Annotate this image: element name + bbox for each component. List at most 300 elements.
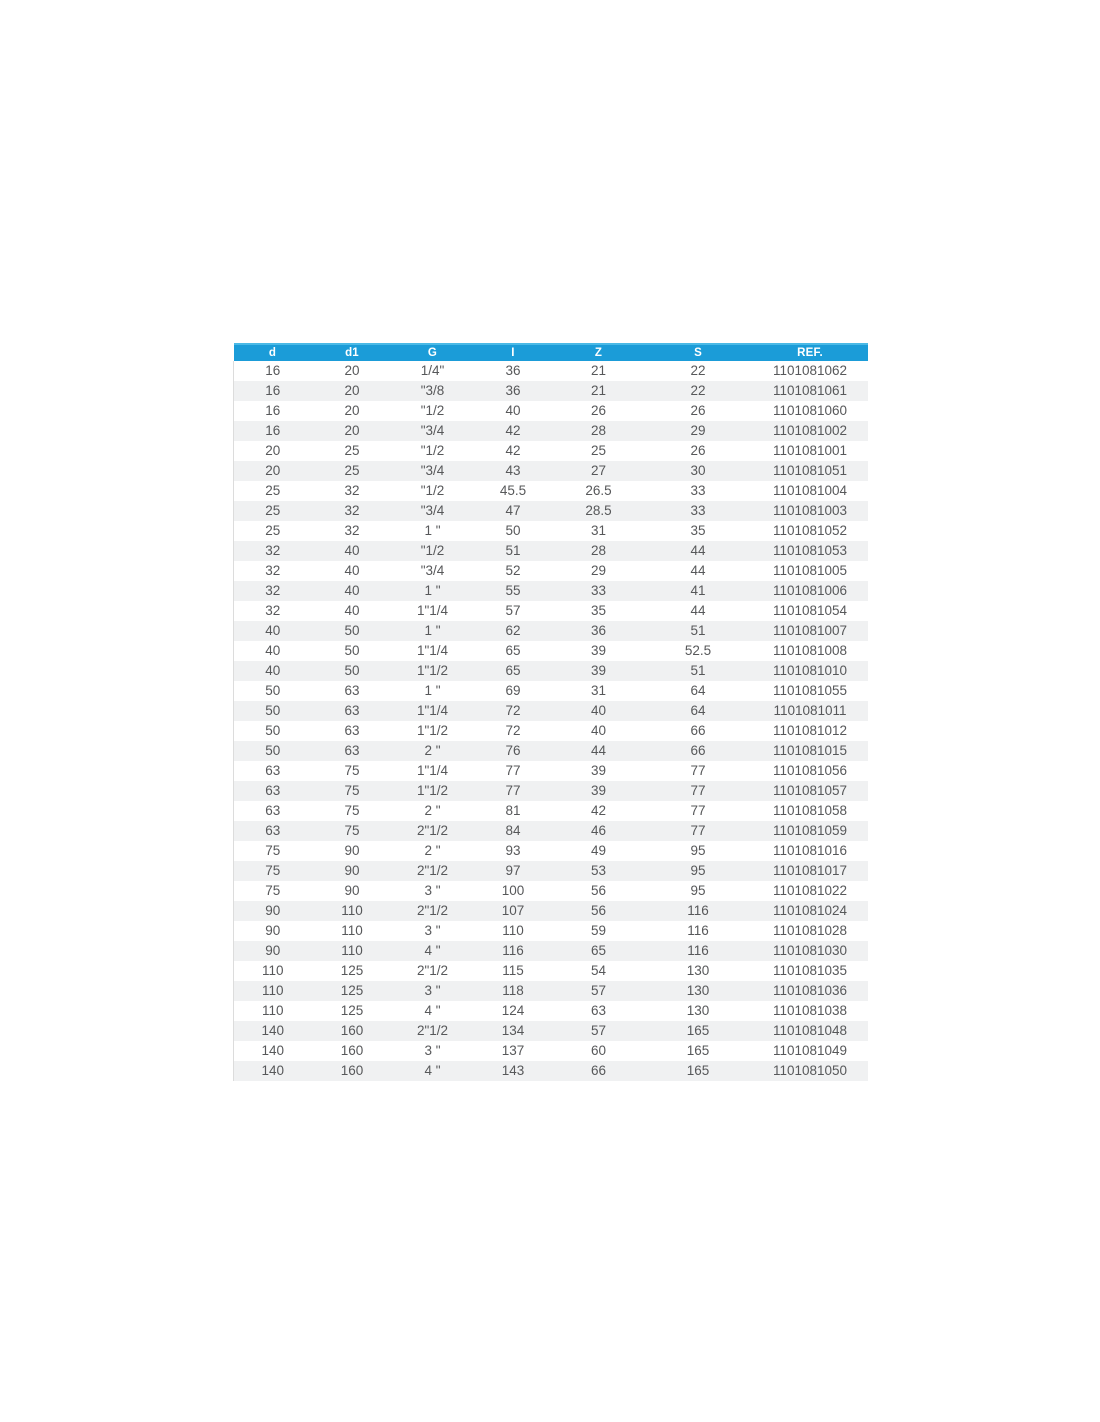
cell-ref: 1101081005	[772, 563, 848, 578]
cell-g: 2 "	[424, 743, 441, 758]
table-row	[234, 961, 868, 981]
table-row	[234, 741, 868, 761]
cell-d: 90	[234, 921, 312, 941]
cell-s: 22	[690, 383, 706, 398]
cell-g: 2"1/2	[416, 963, 449, 978]
table-row	[234, 921, 868, 941]
cell-z: 57	[590, 1023, 607, 1038]
cell-z: 60	[590, 1043, 607, 1058]
cell-d1: 20	[344, 423, 360, 438]
cell-g: 3 "	[424, 923, 441, 938]
table-row	[234, 521, 868, 541]
cell-g: 1"1/4	[416, 703, 449, 718]
cell-z: 63	[590, 1003, 607, 1018]
cell-d1: 20	[344, 403, 360, 418]
cell-s: 95	[690, 883, 706, 898]
cell-ref: 1101081022	[772, 883, 848, 898]
cell-ref: 1101081017	[772, 863, 848, 878]
cell-g: "3/4	[420, 563, 445, 578]
cell-ref: 1101081038	[772, 1003, 848, 1018]
cell-ref: 1101081057	[772, 783, 848, 798]
cell-i: 84	[505, 823, 521, 838]
cell-i: 116	[502, 943, 524, 958]
spec-table-container	[233, 343, 867, 1081]
cell-z: 21	[590, 363, 607, 378]
cell-i: 81	[505, 803, 521, 818]
cell-i: 42	[505, 423, 521, 438]
cell-s: 51	[690, 663, 706, 678]
table-row	[234, 541, 868, 561]
cell-s: 44	[690, 543, 706, 558]
cell-s: 77	[690, 783, 706, 798]
cell-z: 25	[590, 443, 607, 458]
cell-d: 140	[234, 1021, 312, 1041]
cell-i: 47	[505, 503, 521, 518]
cell-d: 50	[234, 741, 312, 761]
cell-d1: 110	[341, 943, 363, 958]
cell-d: 25	[234, 481, 312, 501]
table-row	[234, 801, 868, 821]
cell-s: 51	[690, 623, 706, 638]
cell-g: 1"1/2	[416, 783, 449, 798]
cell-ref: 1101081054	[772, 603, 848, 618]
cell-s: 33	[690, 483, 706, 498]
cell-z: 21	[590, 383, 607, 398]
cell-d: 20	[234, 461, 312, 481]
table-row	[234, 501, 868, 521]
cell-d1: 63	[344, 683, 360, 698]
cell-s: 44	[690, 603, 706, 618]
cell-z: 42	[590, 803, 607, 818]
cell-d1: 90	[344, 843, 360, 858]
cell-s: 41	[690, 583, 706, 598]
cell-d: 75	[234, 881, 312, 901]
cell-g: "3/4	[420, 503, 445, 518]
cell-z: 66	[590, 1063, 607, 1078]
cell-z: 31	[590, 523, 607, 538]
cell-d1: 125	[340, 983, 364, 998]
cell-g: 2"1/2	[416, 823, 449, 838]
cell-d: 50	[234, 681, 312, 701]
table-row	[234, 941, 868, 961]
cell-g: 1"1/2	[416, 723, 449, 738]
cell-i: 40	[505, 403, 521, 418]
cell-i: 118	[502, 983, 524, 998]
cell-g: 1"1/2	[416, 663, 449, 678]
cell-z: 57	[590, 983, 607, 998]
cell-d1: 32	[344, 523, 360, 538]
cell-i: 110	[502, 923, 524, 938]
cell-i: 137	[501, 1043, 525, 1058]
cell-d1: 75	[344, 823, 360, 838]
cell-i: 134	[501, 1023, 525, 1038]
cell-d1: 63	[344, 703, 360, 718]
cell-g: "3/4	[420, 463, 445, 478]
column-header-ref: REF.	[753, 344, 868, 361]
cell-g: 1"1/4	[416, 603, 449, 618]
cell-i: 57	[505, 603, 521, 618]
cell-g: 4 "	[424, 1003, 441, 1018]
cell-z: 46	[590, 823, 607, 838]
cell-s: 116	[687, 943, 709, 958]
cell-ref: 1101081036	[772, 983, 848, 998]
cell-d: 50	[234, 721, 312, 741]
table-row	[234, 981, 868, 1001]
table-row	[234, 381, 868, 401]
cell-d: 40	[234, 621, 312, 641]
cell-z: 28.5	[585, 503, 612, 518]
cell-z: 33	[590, 583, 607, 598]
cell-i: 107	[501, 903, 525, 918]
table-row	[234, 401, 868, 421]
table-row	[234, 481, 868, 501]
cell-d1: 110	[341, 903, 363, 918]
cell-z: 29	[590, 563, 607, 578]
cell-s: 165	[686, 1043, 710, 1058]
cell-s: 29	[690, 423, 706, 438]
cell-z: 27	[590, 463, 607, 478]
table-row	[234, 861, 868, 881]
cell-ref: 1101081061	[772, 383, 848, 398]
cell-z: 49	[590, 843, 607, 858]
cell-z: 39	[590, 663, 607, 678]
cell-ref: 1101081059	[772, 823, 848, 838]
table-row	[234, 561, 868, 581]
cell-d: 75	[234, 861, 312, 881]
cell-d: 25	[234, 501, 312, 521]
cell-d1: 50	[344, 623, 360, 638]
cell-g: 4 "	[424, 1063, 441, 1078]
cell-s: 64	[690, 683, 706, 698]
cell-ref: 1101081030	[772, 943, 848, 958]
cell-d1: 63	[344, 723, 360, 738]
cell-z: 36	[590, 623, 607, 638]
cell-i: 55	[505, 583, 521, 598]
table-row	[234, 441, 868, 461]
table-row	[234, 361, 868, 381]
cell-g: 2"1/2	[416, 863, 449, 878]
cell-d: 63	[234, 801, 312, 821]
column-header-i: I	[473, 344, 554, 361]
cell-i: 45.5	[499, 483, 527, 498]
cell-d1: 40	[344, 543, 360, 558]
cell-g: 1 "	[424, 523, 441, 538]
cell-d: 75	[234, 841, 312, 861]
cell-s: 77	[690, 823, 706, 838]
cell-i: 100	[501, 883, 525, 898]
cell-g: 2 "	[424, 843, 441, 858]
cell-g: 1"1/4	[416, 643, 449, 658]
table-row	[234, 781, 868, 801]
cell-i: 93	[505, 843, 521, 858]
cell-i: 77	[505, 783, 521, 798]
cell-ref: 1101081028	[772, 923, 848, 938]
cell-ref: 1101081056	[772, 763, 848, 778]
cell-ref: 1101081010	[772, 663, 848, 678]
cell-z: 28	[590, 423, 607, 438]
cell-ref: 1101081003	[772, 503, 848, 518]
table-row	[234, 1021, 868, 1041]
cell-ref: 1101081050	[772, 1063, 848, 1078]
cell-i: 65	[505, 643, 521, 658]
cell-d1: 25	[344, 463, 360, 478]
header-row	[234, 344, 868, 361]
cell-ref: 1101081011	[773, 703, 847, 718]
cell-z: 56	[590, 883, 607, 898]
cell-ref: 1101081049	[772, 1043, 848, 1058]
cell-i: 115	[502, 963, 524, 978]
cell-s: 30	[690, 463, 706, 478]
cell-z: 40	[590, 723, 607, 738]
cell-z: 26.5	[585, 483, 612, 498]
cell-d: 140	[234, 1061, 312, 1081]
cell-d1: 40	[344, 603, 360, 618]
table-row	[234, 761, 868, 781]
cell-g: 1/4"	[420, 363, 445, 378]
cell-g: 2"1/2	[416, 1023, 449, 1038]
cell-g: "1/2	[420, 443, 445, 458]
cell-d: 32	[234, 581, 312, 601]
cell-d: 16	[234, 381, 312, 401]
cell-i: 65	[505, 663, 521, 678]
table-row	[234, 1001, 868, 1021]
cell-ref: 1101081055	[772, 683, 848, 698]
cell-d: 32	[234, 541, 312, 561]
cell-s: 165	[686, 1063, 710, 1078]
cell-g: 3 "	[424, 883, 441, 898]
cell-ref: 1101081062	[772, 363, 848, 378]
cell-i: 143	[501, 1063, 525, 1078]
cell-d: 32	[234, 601, 312, 621]
cell-d1: 160	[340, 1043, 364, 1058]
cell-i: 50	[505, 523, 521, 538]
spec-table	[233, 343, 868, 1081]
cell-d: 110	[234, 961, 312, 981]
cell-i: 77	[505, 763, 521, 778]
cell-s: 35	[690, 523, 706, 538]
table-row	[234, 1041, 868, 1061]
cell-ref: 1101081006	[772, 583, 848, 598]
cell-z: 40	[590, 703, 607, 718]
cell-d1: 75	[344, 803, 360, 818]
cell-i: 69	[505, 683, 521, 698]
cell-g: 2 "	[424, 803, 441, 818]
cell-d: 63	[234, 821, 312, 841]
table-row	[234, 661, 868, 681]
column-header-g: G	[393, 344, 473, 361]
cell-s: 26	[690, 403, 706, 418]
cell-s: 95	[690, 863, 706, 878]
cell-g: 1 "	[424, 583, 441, 598]
cell-ref: 1101081060	[772, 403, 848, 418]
cell-s: 52.5	[684, 643, 712, 658]
cell-d: 110	[234, 1001, 312, 1021]
cell-z: 39	[590, 783, 607, 798]
cell-g: 1 "	[424, 623, 441, 638]
cell-d: 110	[234, 981, 312, 1001]
cell-d1: 20	[344, 383, 360, 398]
cell-i: 124	[501, 1003, 525, 1018]
cell-i: 36	[505, 383, 521, 398]
cell-d: 140	[234, 1041, 312, 1061]
cell-s: 26	[690, 443, 706, 458]
cell-g: 4 "	[424, 943, 441, 958]
table-row	[234, 581, 868, 601]
table-row	[234, 641, 868, 661]
cell-ref: 1101081052	[772, 523, 848, 538]
cell-s: 64	[690, 703, 706, 718]
cell-g: 3 "	[424, 983, 441, 998]
cell-d: 16	[234, 421, 312, 441]
cell-z: 31	[590, 683, 607, 698]
cell-d: 40	[234, 661, 312, 681]
cell-z: 56	[590, 903, 607, 918]
cell-d1: 90	[344, 863, 360, 878]
cell-ref: 1101081012	[772, 723, 848, 738]
cell-d: 16	[234, 361, 312, 381]
cell-z: 39	[590, 763, 607, 778]
cell-s: 130	[686, 983, 710, 998]
cell-d1: 40	[344, 583, 360, 598]
cell-d: 90	[234, 901, 312, 921]
cell-d: 50	[234, 701, 312, 721]
cell-s: 130	[686, 1003, 710, 1018]
cell-z: 54	[590, 963, 607, 978]
table-row	[234, 901, 868, 921]
cell-ref: 1101081007	[772, 623, 848, 638]
cell-i: 97	[505, 863, 521, 878]
cell-z: 26	[590, 403, 607, 418]
cell-d: 25	[234, 521, 312, 541]
cell-ref: 1101081004	[772, 483, 848, 498]
cell-ref: 1101081008	[772, 643, 848, 658]
table-row	[234, 621, 868, 641]
cell-d1: 90	[344, 883, 360, 898]
cell-s: 116	[687, 903, 709, 918]
table-row	[234, 841, 868, 861]
cell-ref: 1101081002	[772, 423, 848, 438]
cell-i: 51	[505, 543, 521, 558]
cell-g: 2"1/2	[416, 903, 449, 918]
cell-i: 42	[505, 443, 521, 458]
cell-d1: 32	[344, 503, 360, 518]
cell-z: 28	[590, 543, 607, 558]
cell-s: 22	[690, 363, 706, 378]
cell-d1: 40	[344, 563, 360, 578]
cell-ref: 1101081015	[772, 743, 848, 758]
cell-d: 90	[234, 941, 312, 961]
cell-s: 77	[690, 763, 706, 778]
cell-z: 39	[590, 643, 607, 658]
cell-ref: 1101081024	[772, 903, 848, 918]
cell-d1: 160	[340, 1063, 364, 1078]
cell-s: 95	[690, 843, 706, 858]
table-row	[234, 601, 868, 621]
cell-g: "3/8	[420, 383, 445, 398]
cell-d1: 75	[344, 763, 360, 778]
cell-d: 16	[234, 401, 312, 421]
column-header-s: S	[644, 344, 753, 361]
table-row	[234, 461, 868, 481]
cell-d1: 125	[340, 1003, 364, 1018]
cell-ref: 1101081058	[772, 803, 848, 818]
cell-g: "3/4	[420, 423, 445, 438]
cell-s: 77	[690, 803, 706, 818]
table-row	[234, 881, 868, 901]
cell-d1: 25	[344, 443, 360, 458]
cell-g: 1"1/4	[416, 763, 449, 778]
cell-d: 63	[234, 761, 312, 781]
table-row	[234, 681, 868, 701]
cell-i: 72	[505, 723, 521, 738]
cell-ref: 1101081035	[772, 963, 848, 978]
cell-d: 20	[234, 441, 312, 461]
cell-d: 63	[234, 781, 312, 801]
table-row	[234, 721, 868, 741]
column-header-z: Z	[554, 344, 644, 361]
table-header	[234, 344, 868, 361]
cell-s: 130	[686, 963, 710, 978]
cell-s: 44	[690, 563, 706, 578]
cell-g: 3 "	[424, 1043, 441, 1058]
table-row	[234, 821, 868, 841]
table-row	[234, 421, 868, 441]
cell-i: 62	[505, 623, 521, 638]
cell-i: 43	[505, 463, 521, 478]
cell-d1: 110	[341, 923, 363, 938]
cell-z: 65	[590, 943, 607, 958]
cell-d: 32	[234, 561, 312, 581]
cell-d1: 50	[344, 663, 360, 678]
cell-s: 66	[690, 723, 706, 738]
cell-d1: 50	[344, 643, 360, 658]
cell-ref: 1101081051	[772, 463, 848, 478]
column-header-d1: d1	[312, 344, 393, 361]
cell-z: 44	[590, 743, 607, 758]
cell-d1: 160	[340, 1023, 364, 1038]
cell-z: 59	[590, 923, 607, 938]
cell-g: "1/2	[420, 483, 445, 498]
cell-ref: 1101081048	[772, 1023, 848, 1038]
cell-z: 35	[590, 603, 607, 618]
cell-d1: 20	[344, 363, 360, 378]
cell-d: 40	[234, 641, 312, 661]
cell-s: 33	[690, 503, 706, 518]
cell-z: 53	[590, 863, 607, 878]
cell-d1: 32	[344, 483, 360, 498]
cell-d1: 63	[344, 743, 360, 758]
column-header-d: d	[234, 344, 312, 361]
cell-g: "1/2	[420, 403, 445, 418]
cell-d1: 75	[344, 783, 360, 798]
cell-i: 72	[505, 703, 521, 718]
table-row	[234, 701, 868, 721]
cell-s: 66	[690, 743, 706, 758]
table-body	[234, 361, 868, 1081]
table-row	[234, 1061, 868, 1081]
cell-s: 116	[687, 923, 709, 938]
cell-i: 36	[505, 363, 521, 378]
cell-ref: 1101081053	[772, 543, 848, 558]
cell-g: 1 "	[424, 683, 441, 698]
cell-d1: 125	[340, 963, 364, 978]
cell-ref: 1101081016	[772, 843, 848, 858]
cell-s: 165	[686, 1023, 710, 1038]
cell-i: 52	[505, 563, 521, 578]
cell-ref: 1101081001	[772, 443, 848, 458]
cell-g: "1/2	[420, 543, 445, 558]
cell-i: 76	[505, 743, 521, 758]
